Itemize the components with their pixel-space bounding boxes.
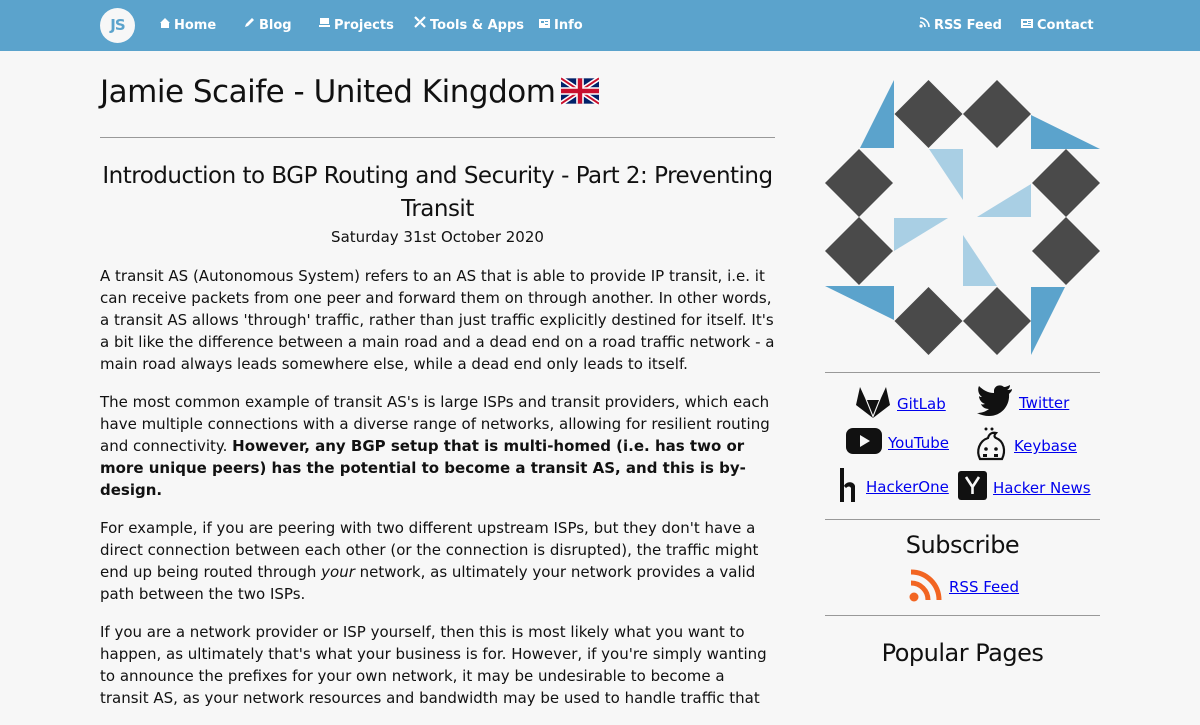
- paragraph-3-text-b: network, as ultimately your network provides a valid path between the two ISPs.: [100, 563, 756, 603]
- post-date: Saturday 31st October 2020: [331, 228, 544, 246]
- uk-flag-icon: [561, 77, 599, 113]
- popular-pages-title: Popular Pages: [881, 639, 1044, 667]
- paragraph-2: [100, 391, 775, 501]
- youtube-link[interactable]: YouTube: [888, 434, 949, 452]
- nav-projects[interactable]: [319, 0, 394, 51]
- keybase-icon: [974, 427, 1008, 465]
- nav-contact-label: Contact: [1037, 17, 1094, 33]
- site-logo[interactable]: JS: [100, 8, 135, 43]
- paragraph-1: A transit AS (Autonomous System) refers to an AS that is able to provide IP transit, i.e. it can receive packets from one peer and forward them on through another. In other words, a transit AS allows 'through' traffic, rather than just traffic explicitly destined for itself. It's a bit like the difference between a main road and a dead end on a road traffic network - a main road always leads somewhere else, while a dead end only leads to itself.: [100, 267, 775, 373]
- hackerone-icon: [840, 468, 860, 506]
- house-icon: [160, 0, 170, 52]
- computer-icon: [319, 0, 330, 52]
- nav-projects-label: Projects: [334, 17, 394, 33]
- social-twitter[interactable]: [977, 385, 1069, 421]
- envelope-icon: [1021, 0, 1033, 52]
- sidebar-divider-2: [825, 519, 1100, 520]
- nav-tools[interactable]: [414, 0, 524, 51]
- social-gitlab[interactable]: [855, 385, 946, 423]
- paragraph-2-text: The most common example of transit AS's is large ISPs and transit providers, which each have multiple connections with a diverse range of networks, allowing for resilient routing and connectivity.: [100, 393, 770, 455]
- paragraph-3-emphasis: your: [321, 563, 355, 581]
- pencil-icon: [244, 0, 255, 52]
- gitlab-icon: [855, 385, 891, 423]
- post-title: Introduction to BGP Routing and Security - Part 2: Preventing Transit: [102, 163, 773, 222]
- nav-tools-label: Tools & Apps: [430, 17, 524, 33]
- twitter-icon: [977, 385, 1013, 421]
- subscribe-title: Subscribe: [905, 531, 1020, 559]
- youtube-icon: [846, 428, 882, 458]
- nav-info-label: Info: [554, 17, 583, 33]
- social-youtube[interactable]: [846, 428, 949, 458]
- nav-blog-label: Blog: [259, 17, 292, 33]
- top-nav: [0, 0, 1200, 51]
- social-hackernews[interactable]: [958, 471, 1091, 504]
- nav-home[interactable]: [160, 0, 216, 51]
- site-title: [100, 74, 599, 113]
- article-body: [100, 265, 775, 725]
- rss-feed-link[interactable]: RSS Feed: [949, 578, 1020, 596]
- paragraph-3-text-a: For example, if you are peering with two different upstream ISPs, but they don't have a direct connection between each other (or the connection is disrupted), the traffic might end up being routed through: [100, 519, 759, 581]
- avatar: [825, 80, 1100, 355]
- social-keybase[interactable]: [974, 427, 1077, 465]
- keybase-link[interactable]: Keybase: [1014, 437, 1077, 455]
- twitter-link[interactable]: Twitter: [1019, 394, 1070, 412]
- subscribe-rss[interactable]: [909, 568, 1019, 606]
- paragraph-3: [100, 517, 775, 605]
- hackerone-link[interactable]: HackerOne: [866, 478, 949, 496]
- paragraph-4: If you are a network provider or ISP yourself, then this is most likely what you want to happen, as ultimately that's what your business is for. However, if you're simply wanting to announce the prefixes for your own network, it may be undesirable to become a transit AS, as your network resources and bandwidth may be used to handle traffic that: [100, 623, 767, 707]
- nav-contact[interactable]: [1021, 0, 1094, 51]
- rss-feed-icon: [909, 568, 943, 606]
- social-hackerone[interactable]: [840, 468, 949, 506]
- paragraph-2-bold: However, any BGP setup that is multi-homed (i.e. has two or more unique peers) has the potential to become a transit AS, and this is by-design.: [100, 437, 746, 499]
- info-icon: [539, 0, 550, 52]
- tools-icon: [414, 0, 426, 52]
- nav-home-label: Home: [174, 17, 217, 33]
- rss-icon: [919, 0, 930, 52]
- site-title-text: Jamie Scaife - United Kingdom: [100, 74, 556, 110]
- sidebar-divider-1: [825, 372, 1100, 373]
- nav-rss[interactable]: [919, 0, 1002, 51]
- hackernews-link[interactable]: Hacker News: [993, 478, 1091, 497]
- sidebar-divider-3: [825, 615, 1100, 616]
- nav-info[interactable]: [539, 0, 583, 51]
- header-divider: [100, 137, 775, 138]
- hackernews-icon: [958, 471, 987, 504]
- nav-rss-label: RSS Feed: [934, 17, 1002, 33]
- nav-blog[interactable]: [244, 0, 292, 51]
- gitlab-link[interactable]: GitLab: [897, 395, 946, 413]
